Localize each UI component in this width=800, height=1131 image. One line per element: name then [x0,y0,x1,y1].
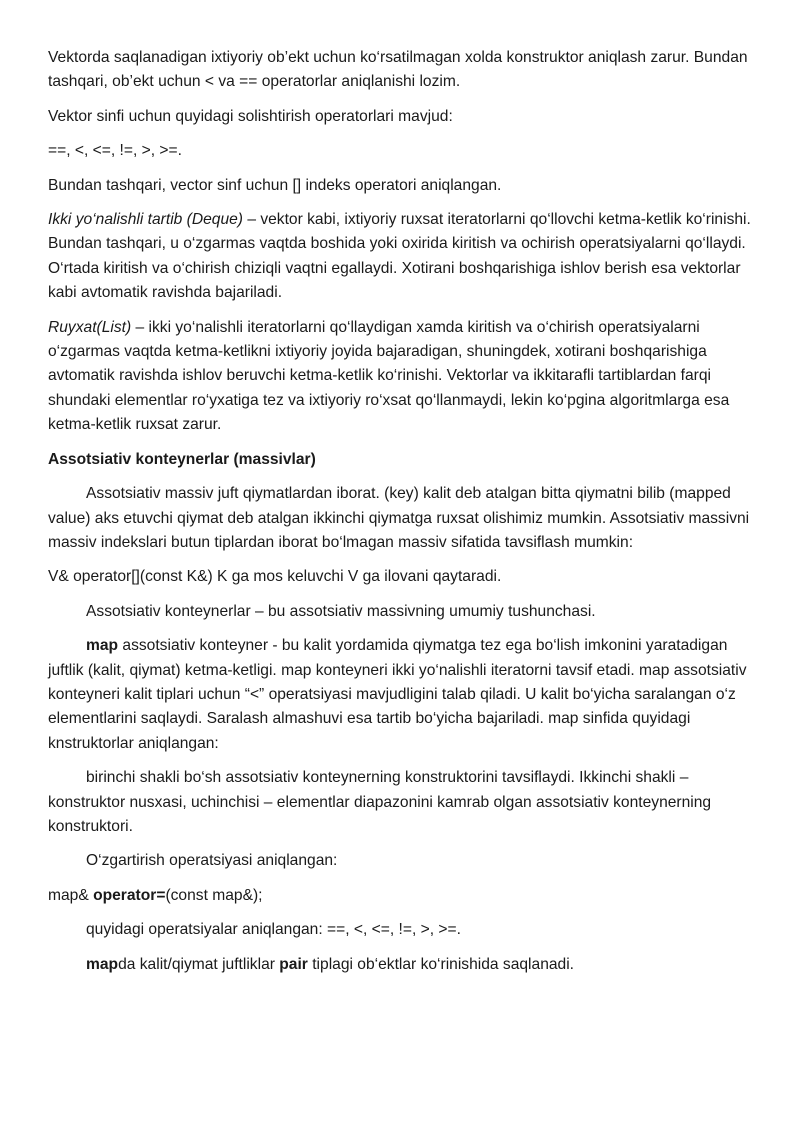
paragraph-associative-containers: Assotsiativ konteynerlar – bu assotsiativ massivning umumiy tushunchasi. [86,602,596,620]
signature-operator: operator= [93,886,166,904]
term-map: map [86,637,119,655]
paragraph-comparison-operators: ==, <, <=, !=, >, >=. [48,142,182,160]
pair-text-mid: da kalit/qiymat juftliklar [118,955,280,973]
paragraph-constructor-forms: birinchi shakli bo‘sh assotsiativ konteynerning konstruktorini tavsiflaydi. Ikkinchi shakli – konstruktor nusxasi, uchinchisi – elementlar diapazonini kamrab olgan assotsiativ konteynerning konstruktori. [48,769,712,835]
term-pair: pair [279,955,308,973]
term-list: Ruyxat(List) [48,318,132,336]
map-description: assotsiativ konteyner - bu kalit yordamida qiymatga tez ega bo‘lish imkonini yaratadigan juftlik (kalit, qiymat) ketma-ketligi. map konteyneri ikki yo‘nalishli iteratorni tavsif etadi. map assotsiativ konteyneri kalit tiplari uchun “<” operatsiyasi mavjudligini talab qiladi. U kalit bo‘yicha saralangan o‘z elementlarini saqlaydi. Saralash almashuvi esa tartib bo‘yicha bajariladi. map sinfida quyidagi knstruktorlar aniqlangan: [48,637,747,752]
signature-prefix: map& [48,886,94,904]
pair-text-end: tiplagi ob‘ektlar ko‘rinishida saqlanadi. [307,955,575,973]
paragraph-vector-requirements: Vektorda saqlanadigan ixtiyoriy ob’ekt uchun ko‘rsatilmagan xolda konstruktor aniqlash zarur. Bundan tashqari, ob’ekt uchun < va == operatorlar aniqlanishi lozim. [48,49,748,91]
paragraph-map-operators: quyidagi operatsiyalar aniqlangan: ==, <, <=, !=, >, >=. [86,921,461,939]
paragraph-map-pair [48,953,762,977]
paragraph-operator-index-signature: V& operator[](const K&) K ga mos keluvchi V ga ilovani qaytaradi. [48,568,502,586]
paragraph-comparison-intro: Vektor sinfi uchun quyidagi solishtirish operatorlari mavjud: [48,107,453,125]
document-page [48,46,762,987]
paragraph-list [48,316,762,438]
paragraph-associative-array: Assotsiativ massiv juft qiymatlardan iborat. (key) kalit deb atalgan bitta qiymatni bilib (mapped value) aks etuvchi qiymat deb atalgan ikkinchi qiymatga ruxsat olishimiz mumkin. Assotsiativ massivni massiv indekslari butun tiplardan iborat bo‘lmagan massiv sifatida tavsiflash mumkin: [48,485,750,551]
deque-description: – vektor kabi, ixtiyoriy ruxsat iteratorlarni qo‘llovchi ketma-ketlik ko‘rinishi. Bundan tashqari, u o‘zgarmas vaqtda boshida yoki oxirida kiritish va ochirish operatsiyalarni qo‘llaydi. O‘rtada kiritish va o‘chirish chiziqli vaqtni egallaydi. Xotirani boshqarishiga ishlov berish esa vektorlar kabi avtomatik ravishda bajariladi. [48,211,751,302]
term-map-pair: map [86,955,119,973]
paragraph-index-operator: Bundan tashqari, vector sinf uchun [] indeks operatori aniqlangan. [48,176,502,194]
paragraph-assignment-signature [48,884,762,908]
signature-suffix: (const map&); [165,886,263,904]
paragraph-map [48,634,762,756]
paragraph-assignment-intro: O‘zgartirish operatsiyasi aniqlangan: [86,852,338,870]
section-heading: Assotsiativ konteynerlar (massivlar) [48,450,316,468]
paragraph-deque [48,208,762,306]
term-deque: Ikki yo‘nalishli tartib (Deque) [48,211,243,229]
list-description: – ikki yo‘nalishli iteratorlarni qo‘llaydigan xamda kiritish va o‘chirish operatsiyalarni o‘zgarmas vaqtda ketma-ketlikni ixtiyoriy joyida bajaradigan, shuningdek, xotirani boshqarishiga avtomatik ravishda ishlov beruvchi ketma-ketlik ko‘rinishi. Vektorlar va ikkitarafli tartiblardan farqi shundaki elementlar ro‘yxatiga tez va ixtiyoriy ro‘xsat qo‘llanmaydi, lekin ko‘pgina algoritmlarga esa ketma-ketlik ruxsat zarur. [48,318,730,434]
